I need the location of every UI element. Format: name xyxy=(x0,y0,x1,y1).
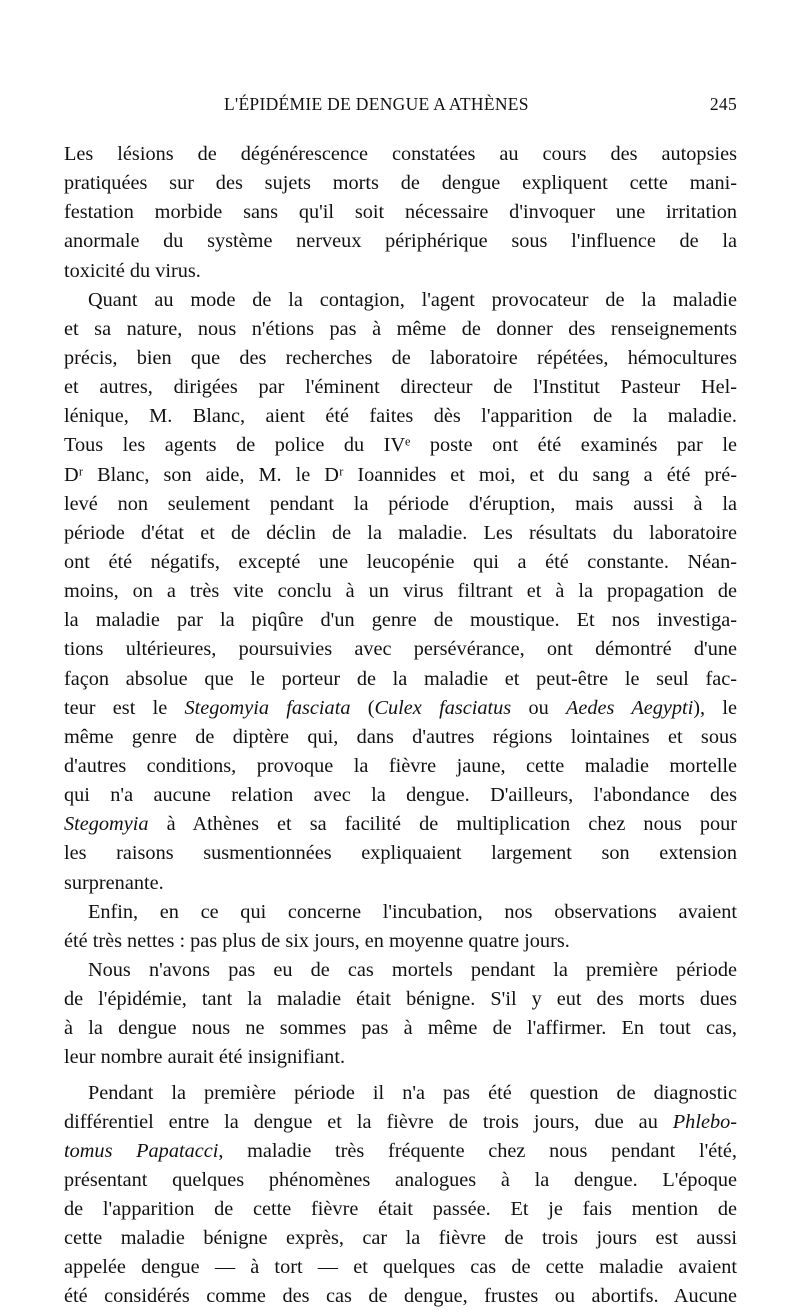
text-line: pratiquées sur des sujets morts de dengue expliquent cette mani- xyxy=(64,172,737,195)
text-line: Tous les agents de police du IVᵉ poste ont été examinés par le xyxy=(64,434,737,457)
text-line: période d'état et de déclin de la maladie. Les résultats du laboratoire xyxy=(64,521,737,544)
text-line: Enfin, en ce qui concerne l'incubation, nos observations avaient xyxy=(88,900,737,923)
body-text xyxy=(64,140,737,1312)
text-line: les raisons susmentionnées expliquaient largement son extension xyxy=(64,842,737,865)
text-line: leur nombre aurait été insignifiant. xyxy=(64,1046,346,1069)
text-line: Les lésions de dégénérescence constatées au cours des autopsies xyxy=(64,143,737,165)
text-line: la maladie par la piqûre d'un genre de moustique. Et nos investiga- xyxy=(64,609,737,632)
text-line: de l'apparition de cette fièvre était passée. Et je fais mention de xyxy=(64,1198,737,1221)
text-line: présentant quelques phénomènes analogues à la dengue. L'époque xyxy=(64,1168,737,1191)
text-line: été considérés comme des cas de dengue, frustes ou abortifs. Aucune xyxy=(64,1285,737,1308)
text-line: surprenante. xyxy=(64,871,164,894)
text-line: différentiel entre la dengue et la fièvre de trois jours, due au Phlebo- xyxy=(64,1110,737,1133)
running-header xyxy=(64,94,737,120)
page-number: 245 xyxy=(709,94,737,114)
text-line: été très nettes : pas plus de six jours, en moyenne quatre jours. xyxy=(64,929,570,952)
text-line: Dʳ Blanc, son aide, M. le Dʳ Ioannides et moi, et du sang a été pré- xyxy=(64,463,737,486)
text-line: Stegomyia à Athènes et sa facilité de multiplication chez nous pour xyxy=(64,813,737,836)
text-line: tomus Papatacci, maladie très fréquente chez nous pendant l'été, xyxy=(64,1139,738,1162)
running-title: L'ÉPIDÉMIE DE DENGUE A ATHÈNES xyxy=(224,94,529,114)
text-line: ont été négatifs, excepté une leucopénie qui a été constante. Néan- xyxy=(64,550,737,573)
text-line: lénique, M. Blanc, aient été faites dès l'apparition de la maladie. xyxy=(64,405,737,428)
text-line: à la dengue nous ne sommes pas à même de l'affirmer. En tout cas, xyxy=(64,1017,737,1040)
text-line: précis, bien que des recherches de laboratoire répétées, hémocultures xyxy=(64,346,737,369)
text-line: tions ultérieures, poursuivies avec persévérance, ont démontré d'une xyxy=(64,638,737,661)
text-line: Pendant la première période il n'a pas été question de diagnostic xyxy=(88,1081,737,1104)
text-line: et autres, dirigées par l'éminent directeur de l'Institut Pasteur Hel- xyxy=(64,376,737,399)
text-line: façon absolue que le porteur de la maladie et peut-être le seul fac- xyxy=(64,667,737,690)
text-line: toxicité du virus. xyxy=(64,259,201,282)
text-line: même genre de diptère qui, dans d'autres régions lointaines et sous xyxy=(64,725,737,748)
text-line: levé non seulement pendant la période d'éruption, mais aussi à la xyxy=(64,492,737,515)
text-line: festation morbide sans qu'il soit nécessaire d'invoquer une irritation xyxy=(64,201,737,224)
text-line: et sa nature, nous n'étions pas à même de donner des renseignements xyxy=(64,317,737,340)
text-line: qui n'a aucune relation avec la dengue. D'ailleurs, l'abondance des xyxy=(64,784,737,807)
text-line: teur est le Stegomyia fasciata (Culex fasciatus ou Aedes Aegypti), le xyxy=(64,696,738,719)
text-line: d'autres conditions, provoque la fièvre jaune, cette maladie mortelle xyxy=(64,754,737,777)
text-line: cette maladie bénigne exprès, car la fièvre de trois jours est aussi xyxy=(64,1227,737,1250)
text-line: Nous n'avons pas eu de cas mortels pendant la première période xyxy=(88,958,737,981)
text-line: Quant au mode de la contagion, l'agent provocateur de la maladie xyxy=(88,288,737,311)
text-line: moins, on a très vite conclu à un virus filtrant et à la propagation de xyxy=(64,580,737,603)
text-line: appelée dengue — à tort — et quelques cas de cette maladie avaient xyxy=(64,1256,737,1279)
text-line: anormale du système nerveux périphérique sous l'influence de la xyxy=(64,230,737,253)
text-line: de l'épidémie, tant la maladie était bénigne. S'il y eut des morts dues xyxy=(64,988,737,1011)
